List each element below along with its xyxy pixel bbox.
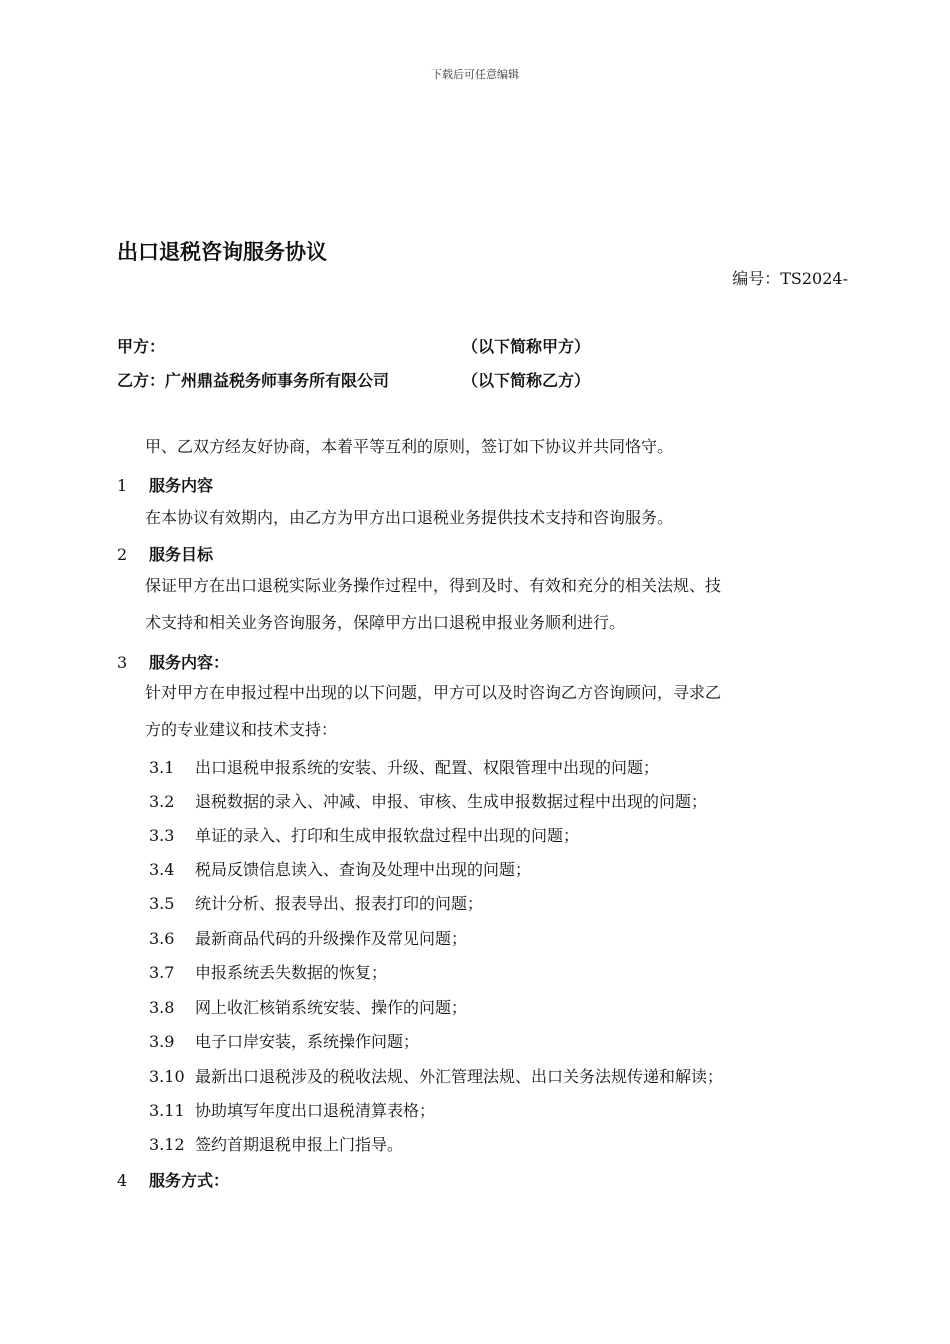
- list-item-text: 统计分析、报表导出、报表打印的问题；: [195, 894, 484, 913]
- section-1-number: 1: [117, 476, 128, 495]
- party-b-alias: （以下简称乙方）: [462, 371, 591, 390]
- list-item: [149, 891, 483, 914]
- section-2-title: 服务目标: [149, 545, 214, 564]
- section-2-heading: [117, 542, 213, 565]
- section-2-body-line: 术支持和相关业务咨询服务，保障甲方出口退税申报业务顺利进行。: [145, 613, 626, 632]
- list-item: [149, 1132, 403, 1155]
- list-item-number: 3.4: [149, 860, 175, 879]
- list-item-text: 网上收汇核销系统安装、操作的问题；: [195, 998, 468, 1017]
- list-item-text: 申报系统丢失数据的恢复；: [195, 963, 388, 982]
- section-4-number: 4: [117, 1171, 128, 1190]
- intro-paragraph: 甲、乙双方经友好协商，本着平等互利的原则，签订如下协议并共同恪守。: [145, 437, 674, 456]
- document-title: 出口退税咨询服务协议: [117, 240, 327, 264]
- list-item-text: 电子口岸安装，系统操作问题；: [195, 1032, 420, 1051]
- list-item-number: 3.2: [149, 792, 175, 811]
- party-a-alias: （以下简称甲方）: [462, 337, 591, 356]
- section-1-title: 服务内容: [149, 476, 214, 495]
- list-item: [149, 789, 707, 812]
- list-item-number: 3.6: [149, 929, 175, 948]
- list-item-number: 3.8: [149, 998, 175, 1017]
- list-item-number: 3.5: [149, 894, 175, 913]
- section-1-body-line: 在本协议有效期内，由乙方为甲方出口退税业务提供技术支持和咨询服务。: [145, 508, 674, 527]
- list-item: [149, 823, 579, 846]
- section-2-number: 2: [117, 545, 128, 564]
- list-item-text: 退税数据的录入、冲减、申报、审核、生成申报数据过程中出现的问题；: [195, 792, 708, 811]
- list-item-number: 3.1: [149, 758, 175, 777]
- section-1-heading: [117, 473, 213, 496]
- list-item: [149, 1064, 723, 1087]
- document-number: 编号：TS2024-: [732, 269, 848, 288]
- list-item-number: 3.7: [149, 963, 175, 982]
- list-item-text: 出口退税申报系统的安装、升级、配置、权限管理中出现的问题；: [195, 758, 660, 777]
- list-item: [149, 857, 531, 880]
- list-item: [149, 926, 467, 949]
- list-item: [149, 1029, 419, 1052]
- party-b-label: 乙方：广州鼎益税务师事务所有限公司: [117, 371, 390, 390]
- list-item: [149, 960, 387, 983]
- section-3-title: 服务内容：: [149, 653, 230, 672]
- list-item-number: 3.11: [149, 1101, 185, 1120]
- list-item-text: 最新出口退税涉及的税收法规、外汇管理法规、出口关务法规传递和解读；: [195, 1067, 724, 1086]
- party-a-label: 甲方：: [117, 337, 166, 356]
- section-4-title: 服务方式：: [149, 1171, 230, 1190]
- list-item-number: 3.10: [149, 1067, 185, 1086]
- list-item-text: 单证的录入、打印和生成申报软盘过程中出现的问题；: [195, 826, 580, 845]
- list-item-text: 最新商品代码的升级操作及常见问题；: [195, 929, 468, 948]
- section-3-heading: [117, 650, 229, 673]
- list-item-text: 协助填写年度出口退税清算表格；: [195, 1101, 436, 1120]
- section-3-body-line: 针对甲方在申报过程中出现的以下问题，甲方可以及时咨询乙方咨询顾问，寻求乙: [145, 683, 722, 702]
- list-item-text: 签约首期退税申报上门指导。: [195, 1135, 404, 1154]
- page-header-note: 下载后可任意编辑: [431, 68, 519, 81]
- list-item-text: 税局反馈信息读入、查询及处理中出现的问题；: [195, 860, 532, 879]
- list-item-number: 3.9: [149, 1032, 175, 1051]
- section-3-number: 3: [117, 653, 128, 672]
- list-item: [149, 995, 467, 1018]
- list-item-number: 3.3: [149, 826, 175, 845]
- list-item: [149, 755, 659, 778]
- list-item: [149, 1098, 435, 1121]
- section-2-body-line: 保证甲方在出口退税实际业务操作过程中，得到及时、有效和充分的相关法规、技: [145, 576, 722, 595]
- section-3-body-line: 方的专业建议和技术支持：: [145, 720, 338, 739]
- section-4-heading: [117, 1168, 229, 1191]
- list-item-number: 3.12: [149, 1135, 185, 1154]
